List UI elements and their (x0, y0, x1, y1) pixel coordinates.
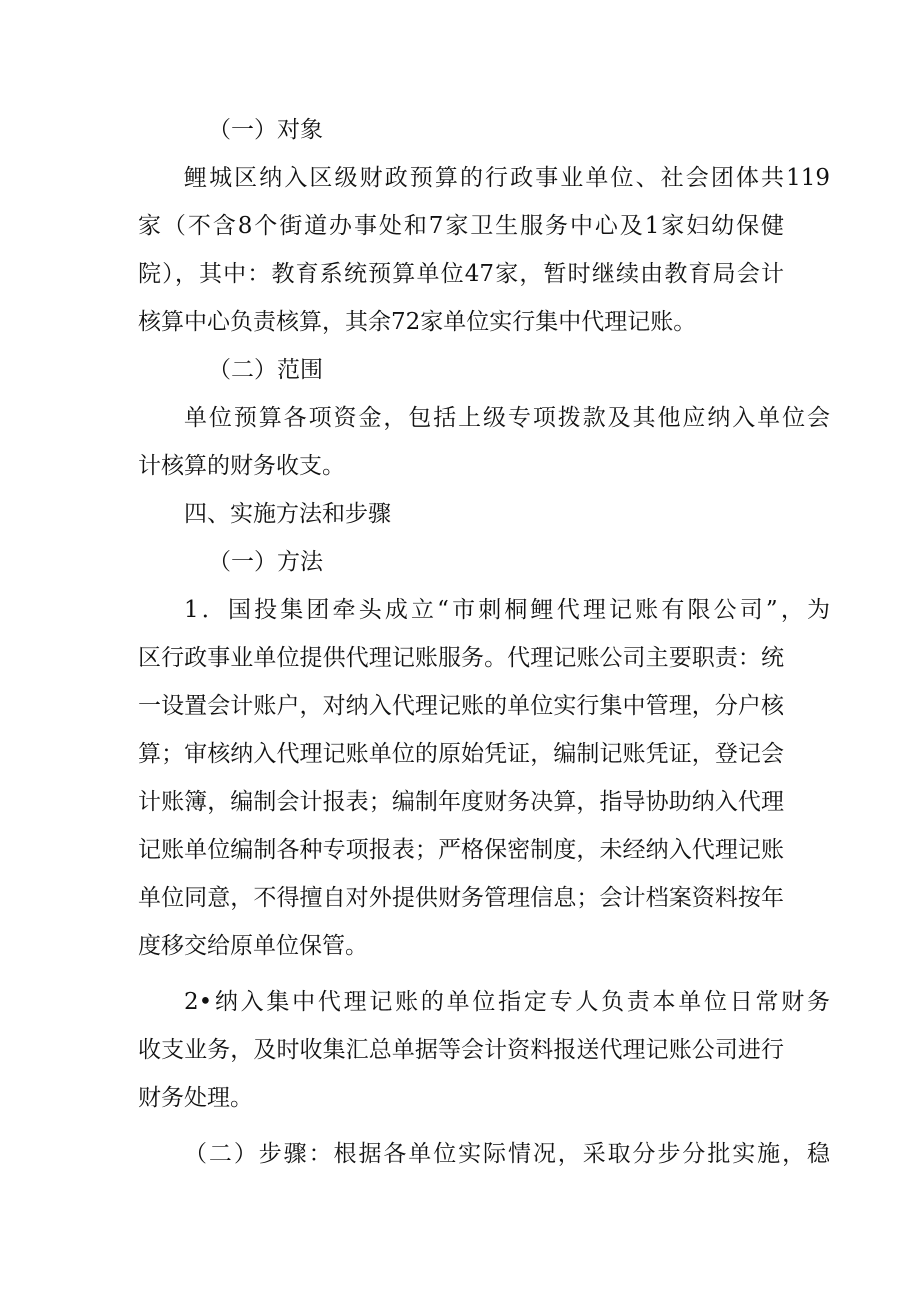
document-page (138, 106, 830, 1178)
list-item-2-line: 收支业务，及时收集汇总单据等会计资料报送代理记账公司进行 (138, 1037, 784, 1063)
list-item-1-line: 算；审核纳入代理记账单位的原始凭证，编制记账凭证，登记会 (138, 741, 784, 767)
section-heading-object: （一）对象 (208, 117, 323, 143)
section-steps-line: （二）步骤：根据各单位实际情况，采取分步分批实施，稳 (184, 1141, 830, 1167)
paragraph-line: 家（不含8个街道办事处和7家卫生服务中心及1家妇幼保健 (138, 213, 784, 239)
paragraph-line: 计核算的财务收支。 (138, 453, 345, 479)
list-item-1-line: 度移交给原单位保管。 (138, 933, 368, 959)
list-item-1-line: 区行政事业单位提供代理记账服务。代理记账公司主要职责：统 (138, 645, 784, 671)
list-item-2-line: 2•纳入集中代理记账的单位指定专人负责本单位日常财务 (184, 989, 830, 1015)
paragraph-line: 鲤城区纳入区级财政预算的行政事业单位、社会团体共119 (184, 165, 830, 191)
list-item-1-line: 1．国投集团牵头成立“市刺桐鲤代理记账有限公司”，为 (184, 597, 830, 623)
paragraph-line: 单位预算各项资金，包括上级专项拨款及其他应纳入单位会 (184, 405, 830, 431)
list-item-1-line: 单位同意，不得擅自对外提供财务管理信息；会计档案资料按年 (138, 885, 784, 911)
paragraph-line: 院），其中：教育系统预算单位47家，暂时继续由教育局会计 (138, 261, 784, 287)
section-heading-method: （一）方法 (208, 549, 323, 575)
list-item-1-line: 一设置会计账户，对纳入代理记账的单位实行集中管理，分户核 (138, 693, 784, 719)
paragraph-line: 核算中心负责核算，其余72家单位实行集中代理记账。 (138, 309, 697, 335)
list-item-1-line: 计账簿，编制会计报表；编制年度财务决算，指导协助纳入代理 (138, 789, 784, 815)
section-heading-scope: （二）范围 (208, 357, 323, 383)
list-item-2-line: 财务处理。 (138, 1085, 253, 1111)
list-item-1-line: 记账单位编制各种专项报表；严格保密制度，未经纳入代理记账 (138, 837, 784, 863)
chapter-heading-four: 四、实施方法和步骤 (184, 501, 391, 527)
